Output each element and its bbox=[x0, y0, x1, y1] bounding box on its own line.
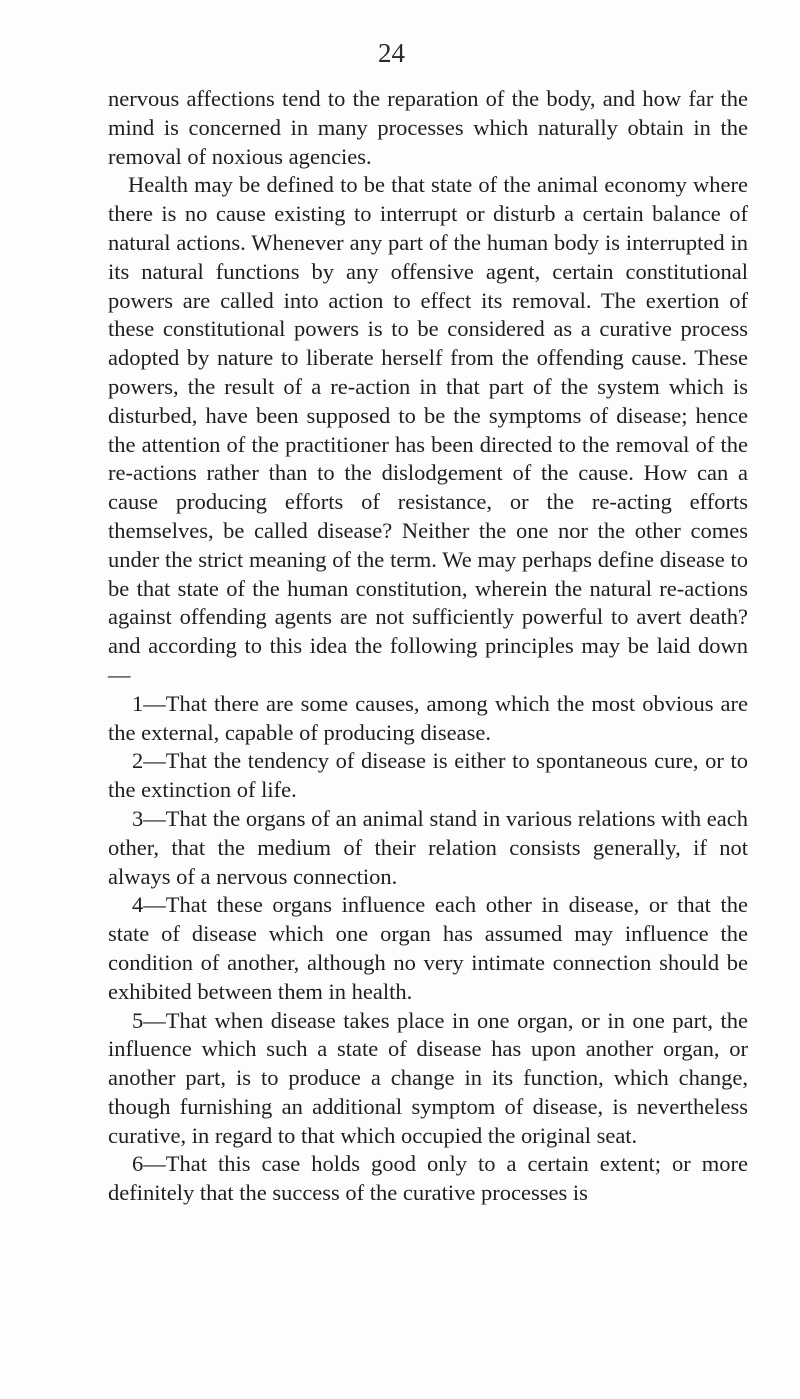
principle-item-4: 4—That these organs influence each other in disease, or that the state of disease which one organ has assumed may influence the condition of another, although no very intimate connection should be exhibited between them in health. bbox=[108, 892, 748, 1004]
principle-item-2: 2—That the tendency of disease is either to spontaneous cure, or to the extinction of life. bbox=[108, 748, 748, 803]
principle-item-5: 5—That when disease takes place in one organ, or in one part, the influence which such a state of disease has upon another organ, or another part, is to produce a change in its function, which change, though furnishing an additional symptom of disease, is nevertheless curative, in regard to that which occupied the original seat. bbox=[108, 1007, 748, 1148]
paragraph-health-definition: Health may be defined to be that state of the animal economy where there is no cause existing to interrupt or disturb a certain balance of natural actions. Whenever any part of the human body is interrupted in its natural functions by any offensive agent, certain constitutional powers are called into action to effect its removal. The exertion of these constitutional powers is to be considered as a curative process adopted by nature to liberate herself from the offending cause. These powers, the result of a re-action in that part of the system which is disturbed, have been supposed to be the symptoms of disease; hence the attention of the practitioner has been directed to the removal of the re-actions rather than to the dislodgement of the cause. How can a cause producing efforts of resistance, or the re-acting efforts themselves, be called disease? Neither the one nor the other comes under the strict meaning of the term. We may perhaps define disease to be that state of the human constitution, wherein the natural re-actions against offending agents are not sufficiently powerful to avert death? and according to this idea the following principles may be laid down— bbox=[108, 172, 748, 687]
principle-item-1: 1—That there are some causes, among which the most obvious are the external, capable of producing disease. bbox=[108, 690, 748, 745]
principle-item-3: 3—That the organs of an animal stand in various relations with each other, that the medium of their relation consists generally, if not always of a nervous connection. bbox=[108, 805, 748, 889]
page-number: 24 bbox=[378, 38, 405, 68]
paragraph-opening: nervous affections tend to the reparation of the body, and how far the mind is concerned in many processes which naturally obtain in the removal of noxious agencies. bbox=[108, 86, 748, 169]
principle-item-6: 6—That this case holds good only to a certain extent; or more definitely that the success of the curative processes is bbox=[108, 1151, 748, 1206]
body-text bbox=[108, 85, 748, 1208]
